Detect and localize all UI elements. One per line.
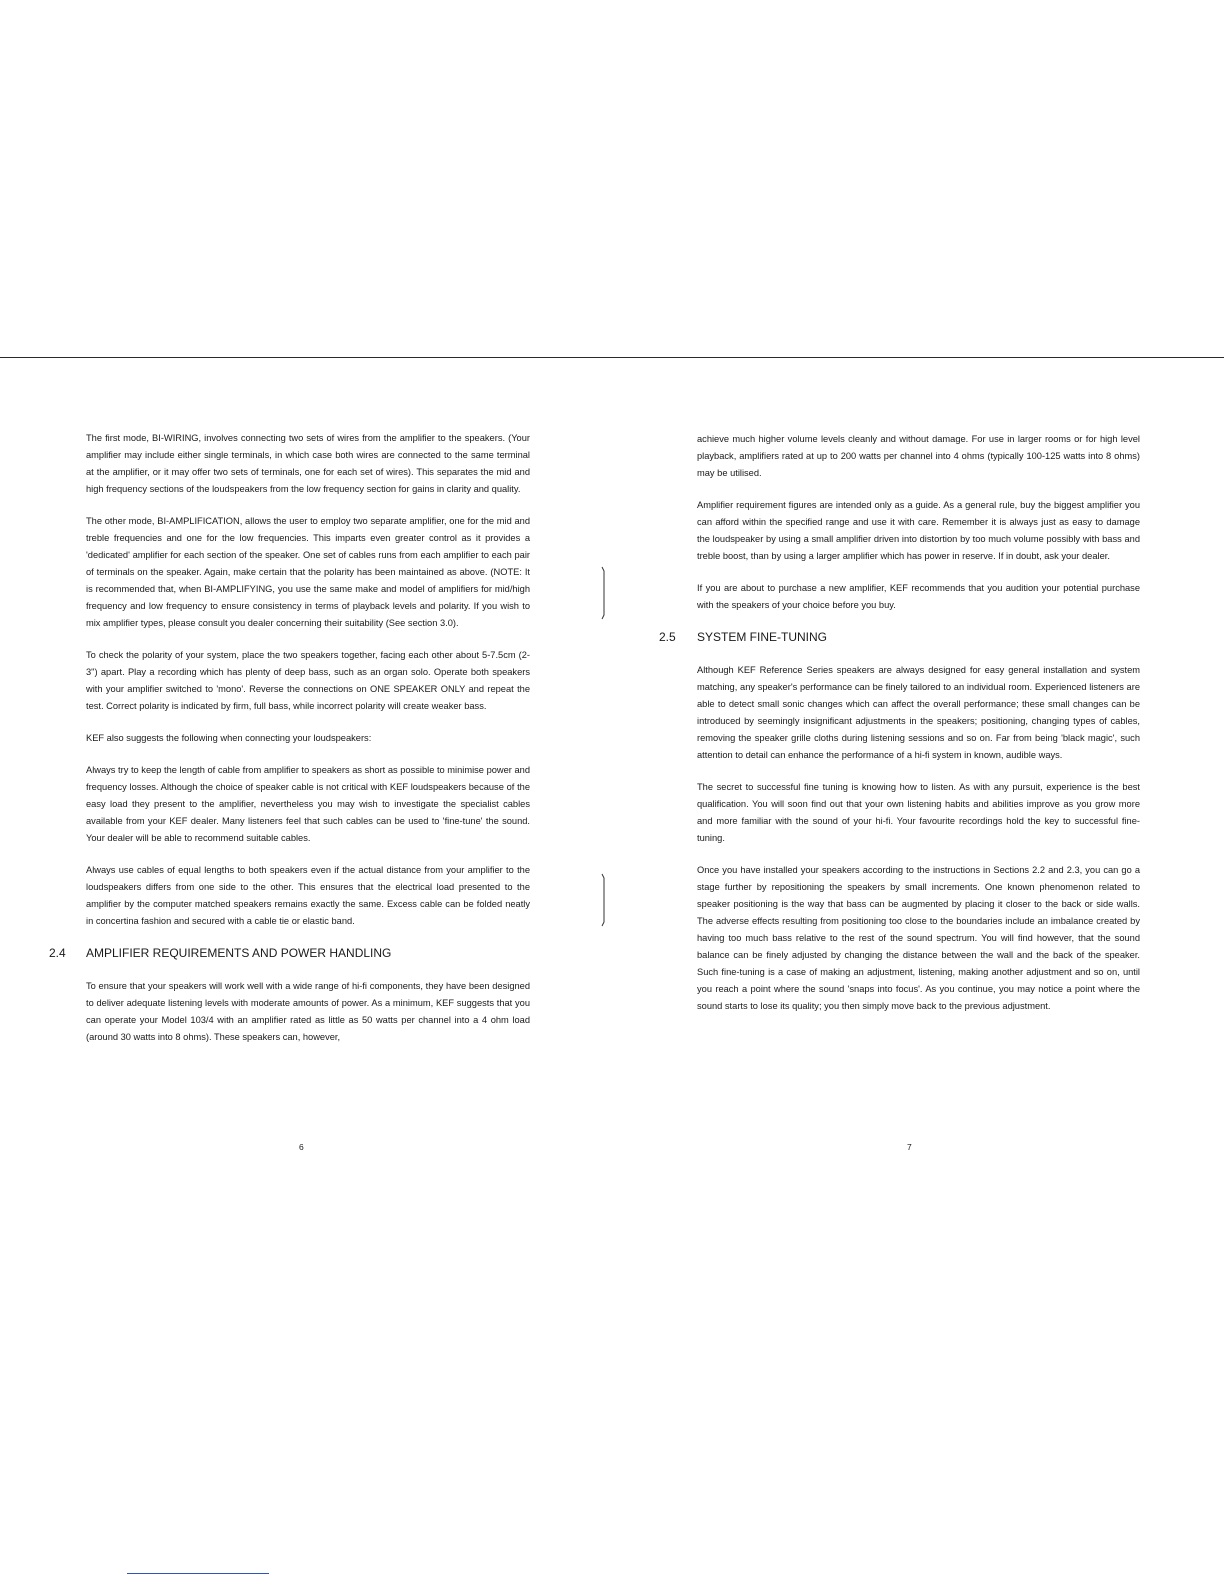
equal-cables-paragraph: Always use cables of equal lengths to both speakers even if the actual distance from your amplifier to the loudspeakers differs from one side to the other. This ensures that the electrical load presented to the amplifier by the computer matched speakers remains exactly the same. Excess cable can be folded neatly in concertina fashion and secured with a cable tie or elastic band.: [86, 865, 530, 926]
top-scan-rule: [0, 357, 1224, 358]
page-number-left: 6: [299, 1142, 304, 1152]
continued-paragraph: achieve much higher volume levels cleanly and without damage. For use in larger rooms or for high level playback, amplifiers rated at up to 200 watts per channel into 4 ohms (typically 100-125 watts into 8 ohms) may be utilised.: [697, 434, 1140, 478]
amplifier-guide-paragraph: Amplifier requirement figures are intended only as a guide. As a general rule, buy the biggest amplifier you can afford within the specified range and use it with care. Remember it is always just as easy to damage the loudspeaker by using a small amplifier driven into distortion by too much volume possibly with bass and treble boost, than by using a larger amplifier which has power in reserve. If in doubt, ask your dealer.: [697, 500, 1140, 561]
amplifier-requirements-paragraph: To ensure that your speakers will work well with a wide range of hi-fi components, they have been designed to deliver adequate listening levels with moderate amounts of power. As a minimum, KEF suggests that you can operate your Model 103/4 with an amplifier rated as little as 50 watts per channel into a 4 ohm load (around 30 watts into 8 ohms). These speakers can, however,: [86, 981, 530, 1042]
positioning-paragraph: Once you have installed your speakers according to the instructions in Sections 2.2 and 2.3, you can go a stage further by repositioning the speakers by small increments. One known phenomenon related to speaker positioning is the way that bass can be augmented by placing it closer to the back or side walls. The adverse effects resulting from positioning too close to the boundaries include an imbalance created by having too much bass relative to the rest of the sound spectrum. You will find however, that the sound balance can be finely adjusted by changing the distance between the wall and the back of the speaker. Such fine-tuning is a case of making an adjustment, listening, making another adjustment and so on, until you reach a point where the sound 'snaps into focus'. As you continue, you may notice a point where the sound starts to lose its quality; you then simply move back to the previous adjustment.: [697, 865, 1140, 1011]
cable-length-paragraph: Always try to keep the length of cable from amplifier to speakers as short as possible to minimise power and frequency losses. Although the choice of speaker cable is not critical with KEF loudspeakers because of the easy load they present to the amplifier, nevertheless you may wish to investigate the specialist cables available from your KEF dealer. Many listeners feel that such cables can be used to 'fine-tune' the sound. Your dealer will be able to recommend suitable cables.: [86, 765, 530, 843]
left-page-column: [49, 430, 530, 1061]
section-heading-2-5: [659, 629, 1140, 645]
margin-bracket-mark: [599, 565, 609, 621]
polarity-check-paragraph: To check the polarity of your system, place the two speakers together, facing each other about 5-7.5cm (2-3") apart. Play a recording which has plenty of deep bass, such as an organ solo. Operate both speakers with your amplifier switched to 'mono'. Reverse the connections on ONE SPEAKER ONLY and repeat the test. Correct polarity is indicated by firm, full bass, while incorrect polarity will create weaker bass.: [86, 650, 530, 711]
section-number: 2.5: [659, 630, 676, 644]
suggestions-intro-paragraph: KEF also suggests the following when connecting your loudspeakers:: [86, 733, 372, 743]
section-number: 2.4: [49, 946, 66, 960]
section-heading-2-4: [49, 945, 530, 961]
fine-tuning-intro-paragraph: Although KEF Reference Series speakers are always designed for easy general installation and system matching, any speaker's performance can be finely tailored to an individual room. Experienced listeners are able to detect small sonic changes which can affect the overall performance; these small changes can be introduced by seemingly insignificant adjustments in the speakers; positioning, changing types of cables, removing the speaker grille cloths during listening sessions and so on. Far from being 'black magic', such attention to detail can enhance the performance of a hi-fi system in known, audible ways.: [697, 665, 1140, 760]
bi-amplification-paragraph: The other mode, BI-AMPLIFICATION, allows the user to employ two separate amplifier, one for the mid and treble frequencies and one for the low frequencies. This imparts even greater control as it provides a 'dedicated' amplifier for each section of the speaker. One set of cables runs from each amplifier to each pair of terminals on the speaker. Again, make certain that the polarity has been maintained as above. (NOTE: It is recommended that, when BI-AMPLIFYING, you use the same make and model of amplifiers for mid/high frequency and low frequency to ensure consistency in terms of playback levels and polarity. If you wish to mix amplifier types, please consult you dealer concerning their suitability (See section 3.0).: [86, 516, 530, 628]
section-title: AMPLIFIER REQUIREMENTS AND POWER HANDLING: [86, 946, 392, 960]
listening-paragraph: The secret to successful fine tuning is knowing how to listen. As with any pursuit, experience is the best qualification. You will soon find out that your own listening habits and abilities improve as you grow more and more familiar with the sound of your hi-fi. Your favourite recordings hold the key to successful fine-tuning.: [697, 782, 1140, 843]
right-page-column: [659, 431, 1140, 1030]
bi-wiring-paragraph: The first mode, BI-WIRING, involves connecting two sets of wires from the amplifier to the speakers. (Your amplifier may include either single terminals, in which case both wires are connected to the same terminal at the amplifier, or it may offer two sets of terminals, one for each set of wires). This separates the mid and high frequency sections of the loudspeakers from the low frequency section for gains in clarity and quality.: [86, 433, 530, 494]
margin-bracket-mark: [599, 872, 609, 928]
page-number-right: 7: [907, 1142, 912, 1152]
section-title: SYSTEM FINE-TUNING: [697, 630, 828, 644]
purchase-advice-paragraph: If you are about to purchase a new amplifier, KEF recommends that you audition your potential purchase with the speakers of your choice before you buy.: [697, 583, 1140, 610]
bottom-scan-mark: [127, 1573, 269, 1574]
